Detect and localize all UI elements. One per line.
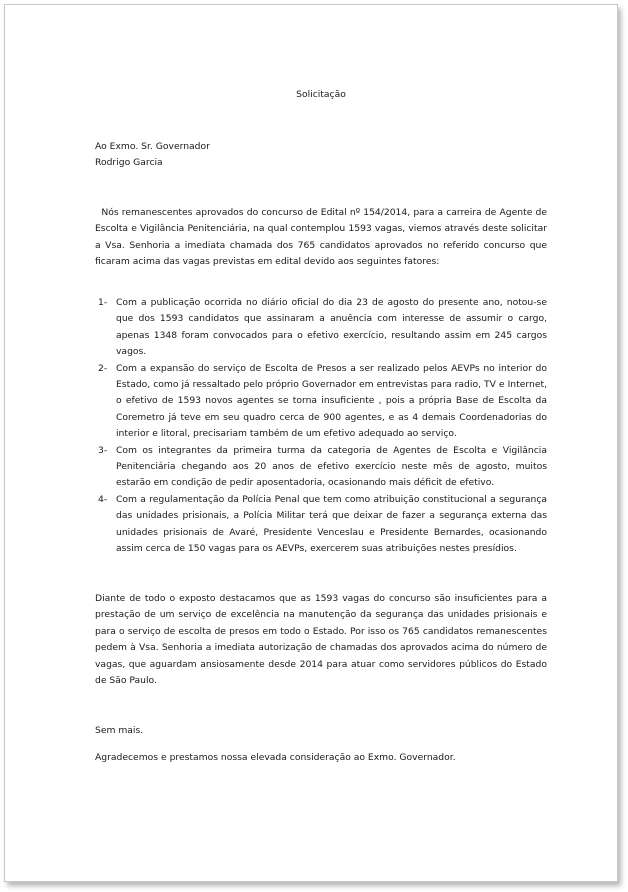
- list-item-text: Com os integrantes da primeira turma da categoria de Agentes de Escolta e Vigilância Penitenciária chegando aos 20 anos de efetivo exercício neste mês de agosto, muitos estarão em condição de pedir aposentadoria, ocasionando mais déficit de efetivo.: [116, 444, 547, 489]
- list-item-number: 1-: [98, 297, 108, 308]
- thanks-line: Agradecemos e prestamos nossa elevada consideração ao Exmo. Governador.: [95, 752, 456, 763]
- list-item-number: 3-: [98, 444, 108, 456]
- list-item-number: 4-: [98, 493, 108, 505]
- list-item-number: 2-: [98, 362, 108, 374]
- conclusion-paragraph: Diante de todo o exposto destacamos que as 1593 vagas do concurso são insuficientes para a prestação de um serviço de excelência na manutenção da segurança das unidades prisionais e para o serviço de escolta de presos em todo o Estado. Por isso os 765 candidatos remanescentes pedem à Vsa. Senhoria a imediata autorização de chamadas dos aprovados acima do número de vagas, que aguardam ansiosamente desde 2014 para atuar como servidores públicos do Estado de São Paulo.: [95, 593, 547, 687]
- closing-line: Sem mais.: [95, 725, 144, 736]
- recipient-block: [95, 139, 210, 172]
- list-item-text: Com a regulamentação da Polícia Penal que tem como atribuição constitucional a segurança das unidades prisionais, a Polícia Militar terá que deixar de fazer a segurança externa das unidades prisionais de Avaré, Presidente Venceslau e Presidente Bernardes, ocasionando assim cerca de 150 vagas para os AEVPs, exercerem suas atribuições nestes presídios.: [116, 493, 547, 555]
- intro-text: Nós remanescentes aprovados do concurso de Edital nº 154/2014, para a carreira de Agente de Escolta e Vigilância Penitenciária, na qual contemplou 1593 vagas, viemos através deste solicitar a Vsa. Senhoria a imediata chamada dos 765 candidatos aprovados no referido concurso que ficaram acima das vagas previstas em edital devido aos seguintes fatores:: [95, 207, 548, 268]
- recipient-line-1: Ao Exmo. Sr. Governador: [95, 141, 210, 152]
- list-item-text: Com a expansão do serviço de Escolta de Presos a ser realizado pelos AEVPs no interior do Estado, como já ressaltado pelo próprio Governador em entrevistas para radio, TV e Internet, o efetivo de 1593 novos agentes se torna insuficiente , pois a própria Base de Escolta da Coremetro já teve em seu quadro cerca de 900 agentes, e as 4 demais Coordenadorias do interior e litoral, precisariam também de um efetivo adequado ao serviço.: [116, 362, 547, 440]
- list-item: [95, 361, 547, 443]
- reasons-list: [95, 295, 547, 558]
- document-page: [4, 4, 618, 882]
- recipient-line-2: Rodrigo Garcia: [95, 157, 163, 169]
- list-item: [95, 295, 547, 361]
- intro-paragraph: [95, 205, 547, 271]
- list-item-text: Com a publicação ocorrida no diário oficial do dia 23 de agosto do presente ano, notou-se que dos 1593 candidatos que assinaram a anuência com interesse de assumir o cargo, apenas 1348 foram convocados para o efetivo exercício, resultando assim em 245 cargos vagos.: [116, 297, 547, 358]
- list-item: [95, 443, 547, 492]
- document-title: Solicitação: [296, 89, 346, 100]
- list-item: [95, 492, 547, 558]
